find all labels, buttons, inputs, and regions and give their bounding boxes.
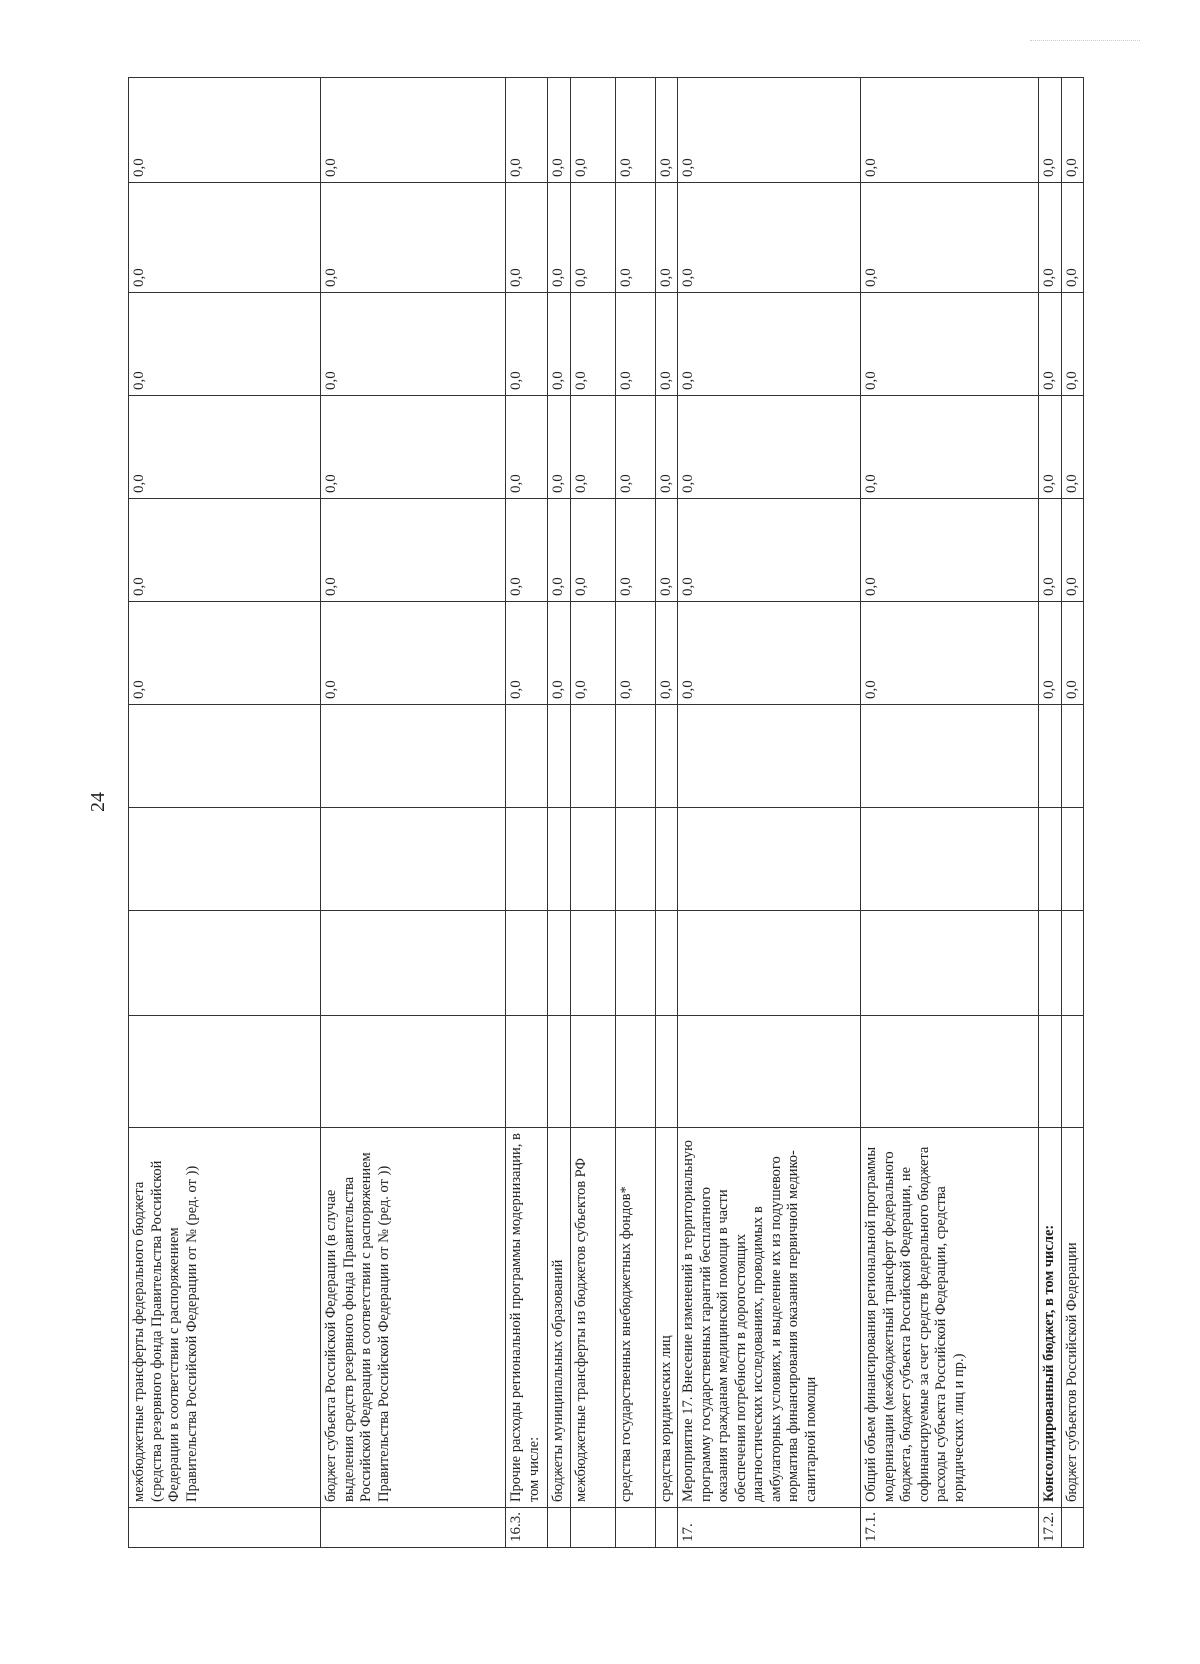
value-cell: 0,0 — [570, 499, 615, 602]
value-cell: 0,0 — [548, 602, 571, 705]
row-name: Мероприятие 17. Внесение изменений в территориальную программу государственных гарантий бесплатного оказания гражданам медицинской помощи в части обеспечения потребности в дорогостоящих диагностических исследованиях, проводимых в амбулаторных условиях, и выделение их из подушевого норматива финансирования оказания первичной медико-санитарной помощи — [678, 1128, 861, 1508]
value-cell: 0,0 — [570, 78, 615, 183]
value-cell: 0,0 — [615, 602, 655, 705]
value-cell — [1039, 808, 1062, 911]
row-number: 17. — [678, 1508, 861, 1548]
value-cell: 0,0 — [1061, 602, 1084, 705]
value-cell: 0,0 — [506, 396, 548, 499]
row-name: Прочие расходы региональной программы модернизации, в том числе: — [506, 1128, 548, 1508]
row-number — [129, 1508, 321, 1548]
value-cell — [506, 808, 548, 911]
value-cell: 0,0 — [570, 183, 615, 293]
value-cell — [548, 705, 571, 808]
value-cell: 0,0 — [321, 78, 506, 183]
value-cell: 0,0 — [548, 293, 571, 396]
value-cell: 0,0 — [321, 396, 506, 499]
value-cell — [321, 808, 506, 911]
table-row — [1039, 78, 1062, 1548]
value-cell: 0,0 — [129, 499, 321, 602]
value-cell: 0,0 — [1061, 499, 1084, 602]
value-cell: 0,0 — [615, 396, 655, 499]
table-row — [678, 78, 861, 1548]
value-cell: 0,0 — [129, 396, 321, 499]
value-cell: 0,0 — [548, 183, 571, 293]
value-cell — [321, 911, 506, 1016]
value-cell: 0,0 — [678, 78, 861, 183]
value-cell: 0,0 — [548, 499, 571, 602]
value-cell — [861, 1016, 1039, 1128]
value-cell — [321, 1016, 506, 1128]
value-cell: 0,0 — [321, 602, 506, 705]
value-cell — [506, 705, 548, 808]
value-cell — [1061, 1016, 1084, 1128]
table-row — [861, 78, 1039, 1548]
row-name: межбюджетные трансферты федерального бюджета (средства резервного фонда Правительства Российской Федерации в соответствии с распоряжением Правительства Российской Федерации от № (ред. от )) — [129, 1128, 321, 1508]
row-name: бюджет субъектов Российской Федерации — [1061, 1128, 1084, 1508]
value-cell: 0,0 — [655, 602, 678, 705]
value-cell: 0,0 — [1061, 396, 1084, 499]
value-cell: 0,0 — [506, 183, 548, 293]
value-cell — [615, 705, 655, 808]
scan-artifact — [1030, 40, 1140, 47]
value-cell: 0,0 — [861, 78, 1039, 183]
row-number — [655, 1508, 678, 1548]
row-number: 16.3. — [506, 1508, 548, 1548]
row-number — [321, 1508, 506, 1548]
value-cell — [861, 705, 1039, 808]
row-name: межбюджетные трансферты из бюджетов субъектов РФ — [570, 1128, 615, 1508]
value-cell — [506, 911, 548, 1016]
value-cell: 0,0 — [1061, 293, 1084, 396]
value-cell — [1061, 705, 1084, 808]
value-cell: 0,0 — [570, 396, 615, 499]
value-cell: 0,0 — [506, 78, 548, 183]
value-cell: 0,0 — [506, 602, 548, 705]
table-row — [570, 78, 615, 1548]
value-cell: 0,0 — [570, 602, 615, 705]
value-cell: 0,0 — [129, 602, 321, 705]
budget-table — [128, 77, 1084, 1548]
value-cell — [861, 911, 1039, 1016]
value-cell: 0,0 — [615, 499, 655, 602]
table-row — [548, 78, 571, 1548]
value-cell — [615, 808, 655, 911]
value-cell — [570, 808, 615, 911]
row-name: бюджеты муниципальных образований — [548, 1128, 571, 1508]
value-cell — [655, 705, 678, 808]
value-cell: 0,0 — [1061, 78, 1084, 183]
value-cell — [1061, 911, 1084, 1016]
value-cell: 0,0 — [321, 499, 506, 602]
table-row — [1061, 78, 1084, 1548]
value-cell: 0,0 — [570, 293, 615, 396]
value-cell: 0,0 — [321, 293, 506, 396]
value-cell: 0,0 — [1039, 293, 1062, 396]
value-cell: 0,0 — [1039, 183, 1062, 293]
value-cell: 0,0 — [615, 78, 655, 183]
value-cell — [678, 705, 861, 808]
value-cell — [548, 808, 571, 911]
value-cell: 0,0 — [655, 183, 678, 293]
value-cell — [570, 1016, 615, 1128]
value-cell — [655, 1016, 678, 1128]
value-cell: 0,0 — [321, 183, 506, 293]
value-cell — [129, 1016, 321, 1128]
row-number — [1061, 1508, 1084, 1548]
value-cell: 0,0 — [861, 396, 1039, 499]
value-cell — [506, 1016, 548, 1128]
row-name: средства юридических лиц — [655, 1128, 678, 1508]
value-cell: 0,0 — [1039, 499, 1062, 602]
row-number: 17.1. — [861, 1508, 1039, 1548]
row-name: Общий объем финансирования региональной программы модернизации (межбюджетный трансферт федерального бюджета, бюджет субъекта Российской Федерации, не софинансируемые за счет средств федерального бюджета расходы субъекта Российской Федерации, средства юридических лиц и пр.) — [861, 1128, 1039, 1508]
value-cell — [129, 705, 321, 808]
value-cell: 0,0 — [678, 293, 861, 396]
value-cell — [321, 705, 506, 808]
value-cell: 0,0 — [861, 293, 1039, 396]
value-cell — [548, 1016, 571, 1128]
value-cell: 0,0 — [655, 78, 678, 183]
row-name: средства государственных внебюджетных фондов* — [615, 1128, 655, 1508]
value-cell: 0,0 — [678, 183, 861, 293]
row-name: бюджет субъекта Российской Федерации (в случае выделения средств резервного фонда Правительства Российской Федерации в соответствии с распоряжением Правительства Российской Федерации от № (ред. от )) — [321, 1128, 506, 1508]
table-row — [615, 78, 655, 1548]
value-cell: 0,0 — [1039, 78, 1062, 183]
value-cell: 0,0 — [678, 396, 861, 499]
value-cell — [615, 911, 655, 1016]
value-cell — [655, 808, 678, 911]
table-body — [129, 78, 1084, 1548]
value-cell — [678, 808, 861, 911]
value-cell: 0,0 — [548, 78, 571, 183]
value-cell: 0,0 — [129, 78, 321, 183]
value-cell — [1039, 911, 1062, 1016]
value-cell: 0,0 — [548, 396, 571, 499]
value-cell — [1039, 705, 1062, 808]
value-cell — [678, 911, 861, 1016]
value-cell: 0,0 — [506, 293, 548, 396]
value-cell — [1061, 808, 1084, 911]
row-number — [570, 1508, 615, 1548]
row-number: 17.2. — [1039, 1508, 1062, 1548]
value-cell — [570, 705, 615, 808]
row-number — [615, 1508, 655, 1548]
value-cell — [1039, 1016, 1062, 1128]
table-row — [321, 78, 506, 1548]
value-cell — [678, 1016, 861, 1128]
value-cell — [615, 1016, 655, 1128]
value-cell: 0,0 — [129, 293, 321, 396]
value-cell: 0,0 — [655, 396, 678, 499]
value-cell: 0,0 — [615, 183, 655, 293]
value-cell: 0,0 — [861, 602, 1039, 705]
value-cell — [129, 808, 321, 911]
table-row — [506, 78, 548, 1548]
page-number: 24 — [87, 792, 109, 812]
value-cell: 0,0 — [678, 602, 861, 705]
table-row — [129, 78, 321, 1548]
value-cell: 0,0 — [1061, 183, 1084, 293]
value-cell: 0,0 — [129, 183, 321, 293]
value-cell: 0,0 — [1039, 602, 1062, 705]
value-cell — [129, 911, 321, 1016]
value-cell: 0,0 — [615, 293, 655, 396]
rotated-table-container — [128, 78, 1078, 1548]
value-cell: 0,0 — [655, 499, 678, 602]
value-cell: 0,0 — [861, 499, 1039, 602]
row-name: Консолидированный бюджет, в том числе: — [1039, 1128, 1062, 1508]
value-cell: 0,0 — [1039, 396, 1062, 499]
value-cell: 0,0 — [506, 499, 548, 602]
value-cell — [570, 911, 615, 1016]
value-cell: 0,0 — [861, 183, 1039, 293]
value-cell — [548, 911, 571, 1016]
table-row — [655, 78, 678, 1548]
value-cell — [861, 808, 1039, 911]
value-cell — [655, 911, 678, 1016]
value-cell: 0,0 — [678, 499, 861, 602]
row-number — [548, 1508, 571, 1548]
value-cell: 0,0 — [655, 293, 678, 396]
